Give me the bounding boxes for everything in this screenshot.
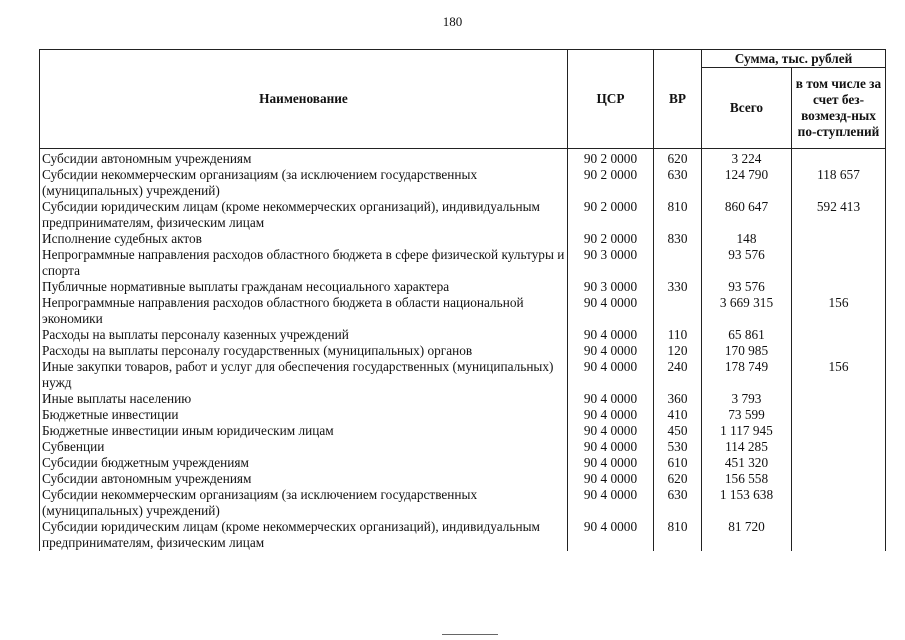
table-row: [40, 295, 886, 327]
table-row: [40, 407, 886, 423]
cell-csr: 90 4 0000: [568, 439, 654, 455]
cell-vr: 240: [654, 359, 702, 391]
cell-gratuitous: [792, 423, 886, 439]
table-row: [40, 439, 886, 455]
cell-gratuitous: [792, 487, 886, 519]
cell-vr: 630: [654, 167, 702, 199]
cell-total: 93 576: [702, 247, 792, 279]
page-number: 180: [442, 14, 463, 29]
cell-vr: 810: [654, 199, 702, 231]
table-row: [40, 519, 886, 551]
cell-name: Публичные нормативные выплаты гражданам несоциального характера: [40, 279, 568, 295]
cell-vr: 330: [654, 279, 702, 295]
cell-vr: 630: [654, 487, 702, 519]
cell-gratuitous: [792, 455, 886, 471]
cell-name: Непрограммные направления расходов областного бюджета в сфере физической культуры и спорта: [40, 247, 568, 279]
cell-gratuitous: [792, 327, 886, 343]
cell-name: Субсидии некоммерческим организациям (за исключением государственных (муниципальных) учреждений): [40, 487, 568, 519]
cell-gratuitous: [792, 279, 886, 295]
cell-total: 1 117 945: [702, 423, 792, 439]
table-row: [40, 471, 886, 487]
table-row: [40, 359, 886, 391]
cell-name: Иные закупки товаров, работ и услуг для обеспечения государственных (муниципальных) нужд: [40, 359, 568, 391]
cell-total: 860 647: [702, 199, 792, 231]
cell-vr: 360: [654, 391, 702, 407]
cell-vr: 450: [654, 423, 702, 439]
cell-name: Субсидии автономным учреждениям: [40, 149, 568, 168]
cell-csr: 90 4 0000: [568, 423, 654, 439]
cell-total: 65 861: [702, 327, 792, 343]
cell-gratuitous: 156: [792, 295, 886, 327]
cell-csr: 90 2 0000: [568, 231, 654, 247]
cell-total: 73 599: [702, 407, 792, 423]
cell-vr: [654, 295, 702, 327]
cell-total: 124 790: [702, 167, 792, 199]
cell-total: 3 669 315: [702, 295, 792, 327]
table-row: [40, 231, 886, 247]
cell-gratuitous: 156: [792, 359, 886, 391]
table-header: [40, 50, 886, 149]
cell-gratuitous: [792, 231, 886, 247]
cell-vr: 610: [654, 455, 702, 471]
cell-total: 81 720: [702, 519, 792, 551]
cell-gratuitous: [792, 407, 886, 423]
cell-csr: 90 2 0000: [568, 149, 654, 168]
cell-total: 3 224: [702, 149, 792, 168]
cell-total: 178 749: [702, 359, 792, 391]
cell-name: Субсидии бюджетным учреждениям: [40, 455, 568, 471]
table-row: [40, 199, 886, 231]
cell-total: 156 558: [702, 471, 792, 487]
cell-csr: 90 4 0000: [568, 471, 654, 487]
cell-name: Исполнение судебных актов: [40, 231, 568, 247]
cell-vr: 110: [654, 327, 702, 343]
table-row: [40, 423, 886, 439]
cell-total: 1 153 638: [702, 487, 792, 519]
cell-total: 3 793: [702, 391, 792, 407]
cell-vr: [654, 247, 702, 279]
cell-vr: 810: [654, 519, 702, 551]
cell-csr: 90 3 0000: [568, 279, 654, 295]
cell-name: Субсидии юридическим лицам (кроме некоммерческих организаций), индивидуальным предпринимателям, физическим лицам: [40, 519, 568, 551]
table-row: [40, 391, 886, 407]
table-row: [40, 149, 886, 168]
cell-csr: 90 4 0000: [568, 455, 654, 471]
header-vr: ВР: [654, 50, 702, 149]
cell-name: Иные выплаты населению: [40, 391, 568, 407]
table-row: [40, 343, 886, 359]
cell-gratuitous: [792, 343, 886, 359]
cell-total: 93 576: [702, 279, 792, 295]
cell-name: Расходы на выплаты персоналу государственных (муниципальных) органов: [40, 343, 568, 359]
cell-vr: 830: [654, 231, 702, 247]
table-row: [40, 279, 886, 295]
cell-name: Субвенции: [40, 439, 568, 455]
cell-vr: 410: [654, 407, 702, 423]
cell-total: 170 985: [702, 343, 792, 359]
cell-gratuitous: [792, 149, 886, 168]
cell-name: Субсидии некоммерческим организациям (за исключением государственных (муниципальных) учреждений): [40, 167, 568, 199]
table-body: [40, 149, 886, 552]
cell-vr: 530: [654, 439, 702, 455]
cell-csr: 90 4 0000: [568, 407, 654, 423]
cell-gratuitous: [792, 391, 886, 407]
cell-name: Расходы на выплаты персоналу казенных учреждений: [40, 327, 568, 343]
table-row: [40, 167, 886, 199]
cell-csr: 90 4 0000: [568, 327, 654, 343]
header-sum-group: Сумма, тыс. рублей: [702, 50, 886, 68]
cell-csr: 90 2 0000: [568, 199, 654, 231]
cell-csr: 90 4 0000: [568, 487, 654, 519]
cell-vr: 120: [654, 343, 702, 359]
header-total: Всего: [702, 68, 792, 149]
cell-csr: 90 4 0000: [568, 343, 654, 359]
cell-vr: 620: [654, 471, 702, 487]
cell-csr: 90 4 0000: [568, 391, 654, 407]
table-row: [40, 487, 886, 519]
cell-gratuitous: [792, 247, 886, 279]
table-row: [40, 327, 886, 343]
header-csr: ЦСР: [568, 50, 654, 149]
footer-divider: [442, 634, 498, 635]
cell-gratuitous: [792, 439, 886, 455]
budget-table: [39, 49, 886, 551]
cell-total: 114 285: [702, 439, 792, 455]
cell-csr: 90 4 0000: [568, 295, 654, 327]
cell-csr: 90 4 0000: [568, 519, 654, 551]
cell-name: Субсидии автономным учреждениям: [40, 471, 568, 487]
cell-vr: 620: [654, 149, 702, 168]
cell-csr: 90 3 0000: [568, 247, 654, 279]
cell-name: Непрограммные направления расходов областного бюджета в области национальной экономики: [40, 295, 568, 327]
header-gratuitous: в том числе за счет без-возмезд-ных по-ступлений: [792, 68, 886, 149]
cell-gratuitous: [792, 471, 886, 487]
cell-csr: 90 4 0000: [568, 359, 654, 391]
cell-csr: 90 2 0000: [568, 167, 654, 199]
cell-name: Субсидии юридическим лицам (кроме некоммерческих организаций), индивидуальным предпринимателям, физическим лицам: [40, 199, 568, 231]
table-row: [40, 455, 886, 471]
header-name: Наименование: [40, 50, 568, 149]
cell-gratuitous: 118 657: [792, 167, 886, 199]
cell-total: 148: [702, 231, 792, 247]
table-row: [40, 247, 886, 279]
cell-name: Бюджетные инвестиции: [40, 407, 568, 423]
cell-gratuitous: 592 413: [792, 199, 886, 231]
cell-total: 451 320: [702, 455, 792, 471]
cell-gratuitous: [792, 519, 886, 551]
cell-name: Бюджетные инвестиции иным юридическим лицам: [40, 423, 568, 439]
